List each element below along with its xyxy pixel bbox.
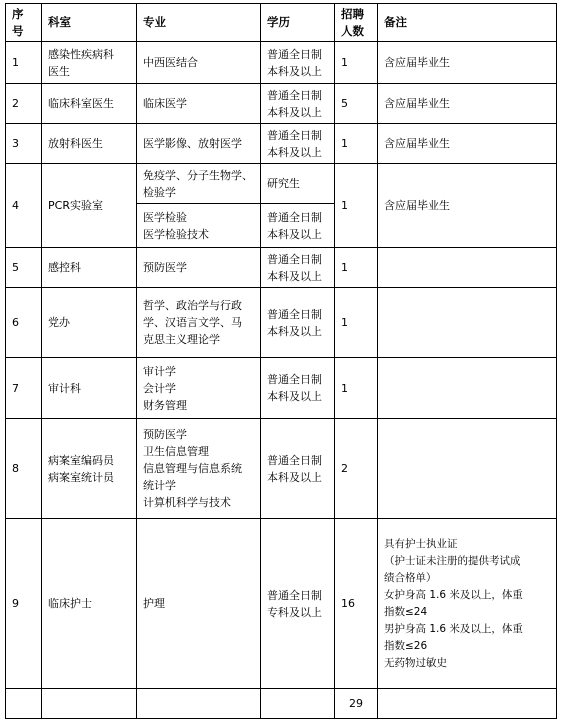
header-note: 备注	[378, 4, 557, 42]
cell-edu: 普通全日制 本科及以上	[261, 288, 335, 358]
cell-major: 医学检验 医学检验技术	[137, 204, 261, 248]
header-major: 专业	[137, 4, 261, 42]
cell-major: 医学影像、放射医学	[137, 124, 261, 164]
table-row	[6, 419, 557, 519]
cell-major: 哲学、政治学与行政 学、汉语言文学、马 克思主义理论学	[137, 288, 261, 358]
cell-edu: 普通全日制 本科及以上	[261, 124, 335, 164]
cell-count: 1	[335, 288, 378, 358]
cell-dept: 临床护士	[42, 519, 137, 689]
cell-seq: 3	[6, 124, 42, 164]
cell-major: 免疫学、分子生物学、 检验学	[137, 164, 261, 204]
table-row	[6, 124, 557, 164]
cell-note	[378, 288, 557, 358]
cell-count: 5	[335, 84, 378, 124]
cell-edu: 普通全日制 本科及以上	[261, 419, 335, 519]
header-dept: 科室	[42, 4, 137, 42]
cell-count: 1	[335, 124, 378, 164]
cell-edu: 普通全日制 本科及以上	[261, 358, 335, 419]
cell-edu: 普通全日制 本科及以上	[261, 42, 335, 84]
cell-dept: 感控科	[42, 248, 137, 288]
cell-edu: 研究生	[261, 164, 335, 204]
table-row	[6, 42, 557, 84]
cell-dept: 临床科室医生	[42, 84, 137, 124]
cell-major: 预防医学 卫生信息管理 信息管理与信息系统 统计学 计算机科学与技术	[137, 419, 261, 519]
cell-major: 临床医学	[137, 84, 261, 124]
cell-seq: 6	[6, 288, 42, 358]
cell-seq: 2	[6, 84, 42, 124]
cell-seq: 8	[6, 419, 42, 519]
cell-note	[378, 358, 557, 419]
cell-count: 1	[335, 42, 378, 84]
cell-note: 具有护士执业证 （护士证未注册的提供考试成 绩合格单） 女护身高 1.6 米及以上，体重 指数≤24 男护身高 1.6 米及以上，体重 指数≤26 无药物过敏史	[378, 519, 557, 689]
cell-count: 16	[335, 519, 378, 689]
header-row	[6, 4, 557, 42]
cell-empty	[261, 689, 335, 719]
table-row	[6, 248, 557, 288]
cell-edu: 普通全日制 本科及以上	[261, 248, 335, 288]
cell-empty	[42, 689, 137, 719]
cell-dept: 审计科	[42, 358, 137, 419]
cell-dept: 病案室编码员 病案室统计员	[42, 419, 137, 519]
cell-edu: 普通全日制 本科及以上	[261, 84, 335, 124]
cell-dept: 放射科医生	[42, 124, 137, 164]
header-count: 招聘 人数	[335, 4, 378, 42]
cell-note	[378, 248, 557, 288]
cell-note: 含应届毕业生	[378, 42, 557, 84]
cell-edu: 普通全日制 本科及以上	[261, 204, 335, 248]
cell-note	[378, 419, 557, 519]
header-edu: 学历	[261, 4, 335, 42]
cell-major: 中西医结合	[137, 42, 261, 84]
cell-note: 含应届毕业生	[378, 84, 557, 124]
table-row	[6, 164, 557, 204]
cell-dept: PCR实验室	[42, 164, 137, 248]
cell-count: 1	[335, 248, 378, 288]
cell-note: 含应届毕业生	[378, 164, 557, 248]
recruitment-table	[5, 3, 557, 719]
cell-empty	[6, 689, 42, 719]
cell-dept: 党办	[42, 288, 137, 358]
cell-major: 审计学 会计学 财务管理	[137, 358, 261, 419]
cell-edu: 普通全日制 专科及以上	[261, 519, 335, 689]
cell-dept: 感染性疾病科 医生	[42, 42, 137, 84]
cell-count: 2	[335, 419, 378, 519]
table-row	[6, 358, 557, 419]
cell-empty	[378, 689, 557, 719]
cell-seq: 7	[6, 358, 42, 419]
table-row	[6, 519, 557, 689]
cell-seq: 4	[6, 164, 42, 248]
cell-note: 含应届毕业生	[378, 124, 557, 164]
cell-seq: 1	[6, 42, 42, 84]
total-count: 29	[335, 689, 378, 719]
table-row	[6, 84, 557, 124]
total-row	[6, 689, 557, 719]
cell-major: 预防医学	[137, 248, 261, 288]
table-row	[6, 288, 557, 358]
cell-empty	[137, 689, 261, 719]
cell-count: 1	[335, 164, 378, 248]
cell-major: 护理	[137, 519, 261, 689]
header-seq: 序 号	[6, 4, 42, 42]
cell-seq: 9	[6, 519, 42, 689]
cell-seq: 5	[6, 248, 42, 288]
cell-count: 1	[335, 358, 378, 419]
